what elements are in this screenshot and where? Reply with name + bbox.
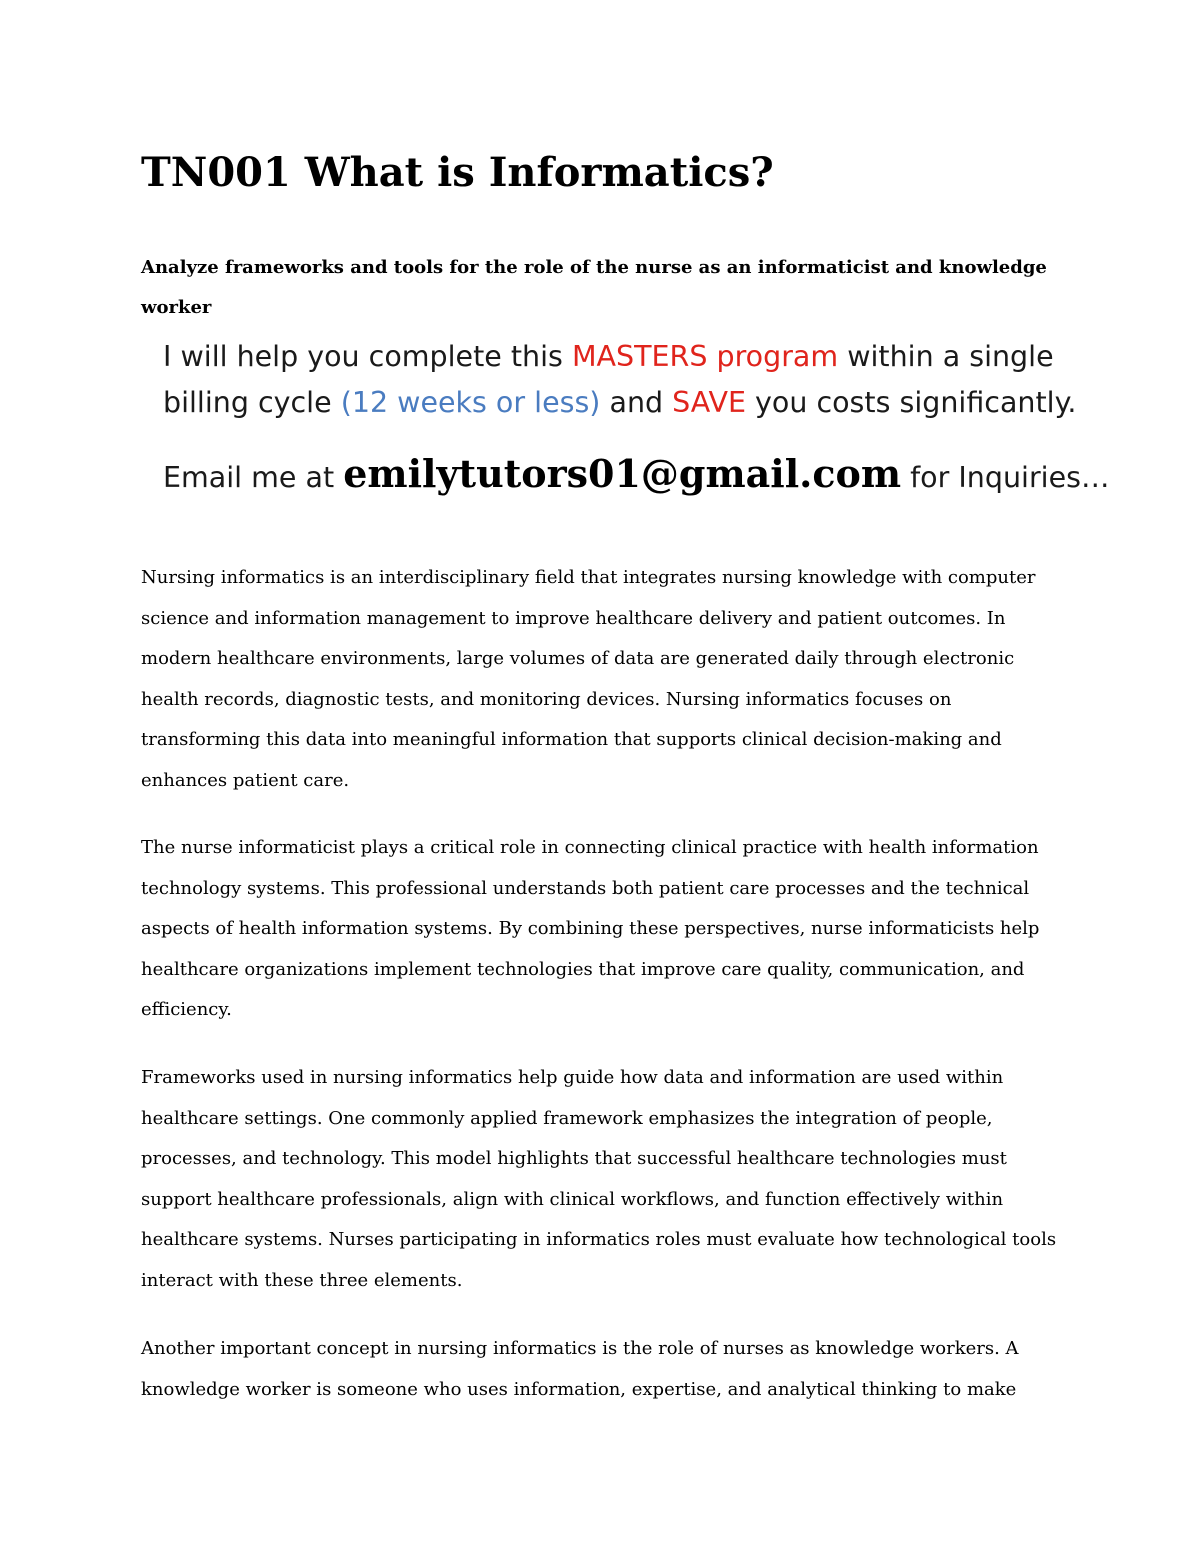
document-subtitle: Analyze frameworks and tools for the role of the nurse as an informaticist and knowledge worker bbox=[141, 257, 1047, 318]
promo-text: I will help you complete this bbox=[163, 340, 572, 373]
promo-highlight-weeks: (12 weeks or less) bbox=[340, 386, 601, 419]
promo-text: billing cycle bbox=[163, 386, 341, 419]
promo-text: for Inquiries… bbox=[901, 461, 1110, 494]
promo-line-2 bbox=[163, 380, 1076, 426]
promo-text: you costs significantly. bbox=[745, 386, 1077, 419]
promo-text: within a single bbox=[838, 340, 1054, 373]
promo-highlight-save: SAVE bbox=[672, 386, 746, 419]
document-title: TN001 What is Informatics? bbox=[141, 149, 774, 196]
promo-line-1 bbox=[163, 334, 1054, 380]
body-paragraph: Nursing informatics is an interdisciplinary field that integrates nursing knowledge with computer science and information management to improve healthcare delivery and patient outcomes. In modern healthcare environments, large volumes of data are generated daily through electronic health records, diagnostic tests, and monitoring devices. Nursing informatics focuses on transforming this data into meaningful information that supports clinical decision-making and enhances patient care. bbox=[141, 567, 1036, 791]
promo-highlight-masters: MASTERS program bbox=[571, 340, 839, 373]
promo-text: and bbox=[600, 386, 673, 419]
promo-email: emilytutors01@gmail.com bbox=[343, 451, 902, 496]
body-paragraph: Frameworks used in nursing informatics help guide how data and information are used within healthcare settings. One commonly applied framework emphasizes the integration of people, processes, and technology. This model highlights that successful healthcare technologies must support healthcare professionals, align with clinical workflows, and function effectively within healthcare systems. Nurses participating in informatics roles must evaluate how technological tools interact with these three elements. bbox=[141, 1067, 1057, 1291]
promo-line-3 bbox=[163, 446, 1109, 506]
body-paragraph: Another important concept in nursing informatics is the role of nurses as knowledge workers. A knowledge worker is someone who uses information, expertise, and analytical thinking to make bbox=[141, 1338, 1019, 1400]
promo-text: Email me at bbox=[163, 461, 344, 494]
body-paragraph: The nurse informaticist plays a critical role in connecting clinical practice with health information technology systems. This professional understands both patient care processes and the technical aspects of health information systems. By combining these perspectives, nurse informaticists help healthcare organizations implement technologies that improve care quality, communication, and efficiency. bbox=[141, 837, 1040, 1021]
